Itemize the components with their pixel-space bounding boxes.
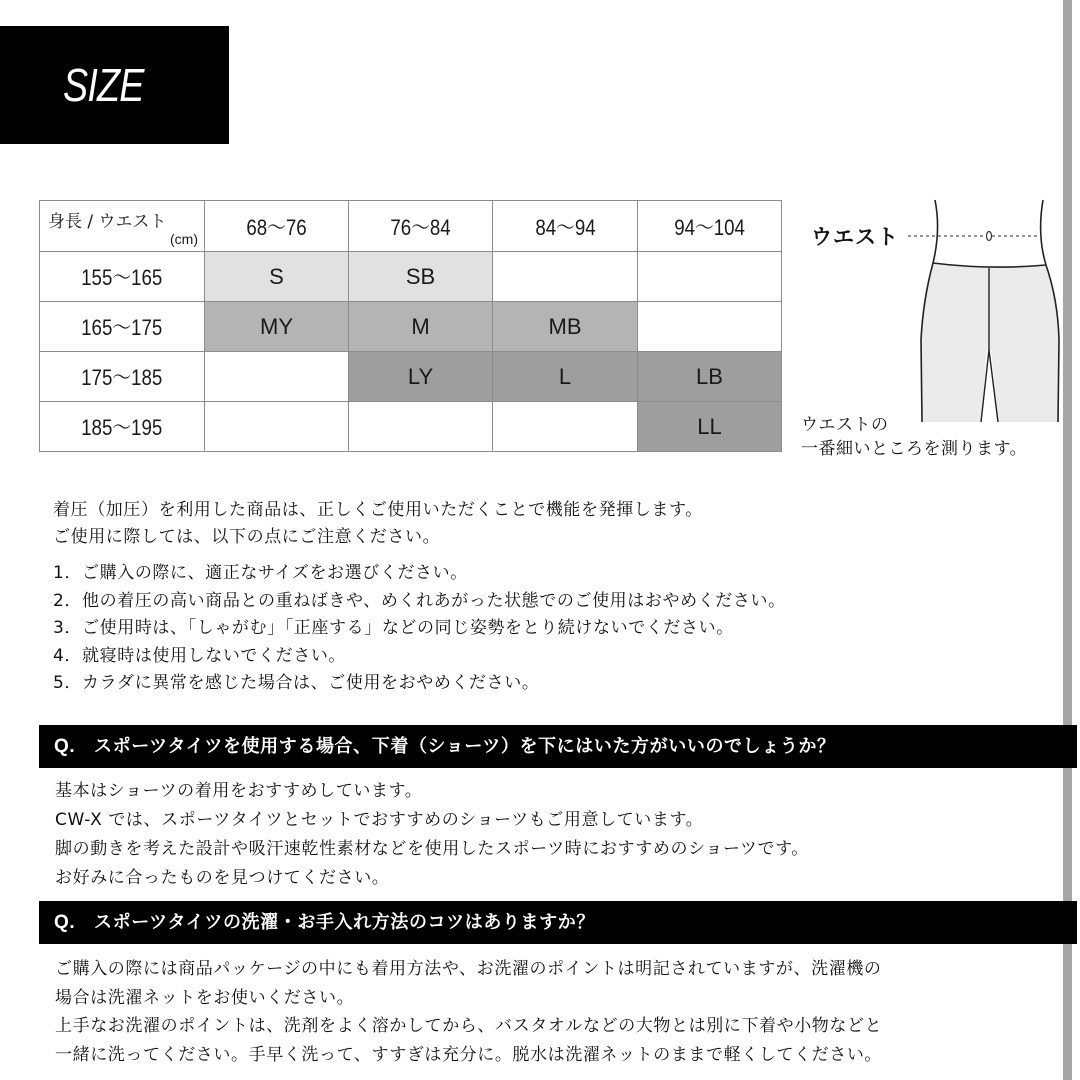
answer-line: 場合は洗濯ネットをお使いください。 <box>55 987 355 1008</box>
answer-line: ご購入の際には商品パッケージの中にも着用方法や、お洗濯のポイントは明記されていますが、洗濯機の <box>55 959 882 979</box>
size-chart-table <box>39 200 782 452</box>
faq-question: スポーツタイツを使用する場合、下着（ショーツ）を下にはいた方がいいのでしょうか？ <box>94 736 836 757</box>
answer-line: お好みに合ったものを見つけてください。 <box>55 868 390 888</box>
notice-item: 1．ご購入の際に、適正なサイズをお選びください。 <box>53 563 468 583</box>
notice-item: 2．他の着圧の高い商品との重ねばきや、めくれあがった状態でのご使用はおやめください。 <box>53 590 786 611</box>
size-cell <box>638 302 782 352</box>
notice-item: 5．カラダに異常を感じた場合は、ご使用をおやめください。 <box>53 673 540 693</box>
size-cell <box>493 402 638 452</box>
size-cell <box>638 252 782 302</box>
measurement-caption <box>801 413 1027 461</box>
size-cell: MB <box>493 302 638 352</box>
size-cell: LY <box>349 352 493 402</box>
height-row-header: 175〜185 <box>40 352 205 402</box>
q-mark: Q. <box>54 912 76 933</box>
faq-question-bar <box>39 901 1077 944</box>
faq-answer <box>55 955 882 1069</box>
size-cell <box>349 402 493 452</box>
answer-line: CW-X では、スポーツタイツとセットでおすすめのショーツもご用意しています。 <box>55 810 704 830</box>
waist-label: ウエスト <box>811 225 899 249</box>
waist-column-header: 68〜76 <box>205 201 349 252</box>
caption-line: ウエストの <box>801 415 889 435</box>
usage-notice <box>53 497 786 698</box>
table-row <box>40 402 782 452</box>
size-cell: MY <box>205 302 349 352</box>
corner-header-cell <box>40 201 205 252</box>
notice-intro-line: 着圧（加圧）を利用した商品は、正しくご使用いただくことで機能を発揮します。 <box>53 500 703 520</box>
answer-line: 脚の動きを考えた設計や吸汗速乾性素材などを使用したスポーツ時におすすめのショーツです。 <box>55 839 809 859</box>
size-cell: LL <box>638 402 782 452</box>
faq-answer <box>55 777 809 893</box>
size-cell <box>205 402 349 452</box>
waist-column-header: 84〜94 <box>493 201 638 252</box>
size-title: SIZE <box>63 59 144 111</box>
size-cell: LB <box>638 352 782 402</box>
faq-question-bar <box>39 725 1077 768</box>
notice-list <box>53 560 786 698</box>
size-cell <box>205 352 349 402</box>
waist-column-header: 76〜84 <box>349 201 493 252</box>
answer-line: 一緒に洗ってください。手早く洗って、すすぎは充分に。脱水は洗濯ネットのままで軽くしてください。 <box>55 1044 883 1065</box>
q-mark: Q. <box>54 736 76 757</box>
table-header-row <box>40 201 782 252</box>
notice-item: 3．ご使用時は、「しゃがむ」「正座する」などの同じ姿勢をとり続けないでください。 <box>53 618 734 638</box>
height-row-header: 155〜165 <box>40 252 205 302</box>
height-row-header: 185〜195 <box>40 402 205 452</box>
corner-label: 身長 / ウエスト <box>48 212 167 232</box>
table-row <box>40 352 782 402</box>
height-row-header: 165〜175 <box>40 302 205 352</box>
table-row <box>40 252 782 302</box>
waist-column-header: 94〜104 <box>638 201 782 252</box>
caption-line: 一番細いところを測ります。 <box>801 439 1028 459</box>
corner-unit: (cm) <box>170 231 198 247</box>
table-row <box>40 302 782 352</box>
size-cell: S <box>205 252 349 302</box>
size-cell <box>493 252 638 302</box>
answer-line: 上手なお洗濯のポイントは、洗剤をよく溶かしてから、バスタオルなどの大物とは別に下着や小物などと <box>55 1016 883 1036</box>
size-cell: L <box>493 352 638 402</box>
size-cell: SB <box>349 252 493 302</box>
size-cell: M <box>349 302 493 352</box>
notice-intro-line: ご使用に際しては、以下の点にご注意ください。 <box>53 527 441 547</box>
answer-line: 基本はショーツの着用をおすすめしています。 <box>55 781 423 801</box>
faq-question: スポーツタイツの洗濯・お手入れ方法のコツはありますか？ <box>94 912 595 933</box>
notice-item: 4．就寝時は使用しないでください。 <box>53 645 347 666</box>
